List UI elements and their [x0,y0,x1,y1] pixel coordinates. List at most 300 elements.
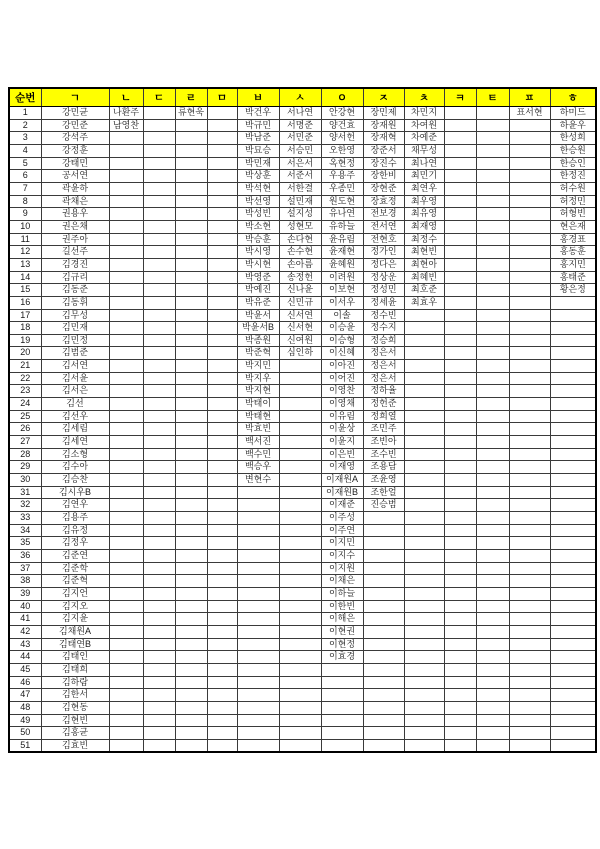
name-cell [109,296,143,309]
table-row [9,360,596,373]
name-cell [143,461,175,474]
name-cell [175,474,207,487]
name-cell [175,676,207,689]
name-cell [143,638,175,651]
name-cell: 백승우 [237,461,279,474]
name-cell: 변현수 [237,474,279,487]
name-cell [279,537,321,550]
name-cell: 김현동 [41,701,109,714]
row-number-cell: 13 [9,258,41,271]
name-cell [476,512,509,525]
name-cell [175,600,207,613]
name-cell [404,385,444,398]
name-cell [476,727,509,740]
name-cell [476,701,509,714]
name-cell [404,549,444,562]
table-row [9,132,596,145]
row-number-cell: 45 [9,663,41,676]
name-cell [444,575,476,588]
column-header: ㅍ [509,88,550,107]
name-cell: 남영찬 [109,119,143,132]
name-cell [444,284,476,297]
name-cell: 이영찬 [321,385,363,398]
name-cell [279,448,321,461]
name-cell [143,587,175,600]
table-row [9,512,596,525]
name-cell: 박묘승 [237,144,279,157]
name-cell: 정수지 [363,322,404,335]
name-cell: 권주아 [41,233,109,246]
name-cell [404,410,444,423]
name-cell [207,727,237,740]
row-number-cell: 39 [9,587,41,600]
table-row [9,613,596,626]
name-cell: 서한결 [279,182,321,195]
name-cell: 정은서 [363,360,404,373]
name-cell [237,701,279,714]
name-cell: 김태인 [41,651,109,664]
name-cell [175,689,207,702]
row-number-cell: 24 [9,398,41,411]
name-cell [550,663,596,676]
name-cell [444,322,476,335]
name-cell [550,549,596,562]
name-cell [109,423,143,436]
name-cell [509,347,550,360]
table-row [9,119,596,132]
table-row [9,474,596,487]
name-cell [444,537,476,550]
name-cell [550,739,596,752]
name-cell [321,739,363,752]
table-row [9,398,596,411]
column-header: ㅌ [476,88,509,107]
name-cell [476,549,509,562]
name-cell [143,322,175,335]
name-cell [321,727,363,740]
name-cell [404,322,444,335]
name-cell [476,575,509,588]
name-cell [109,385,143,398]
name-cell: 심인하 [279,347,321,360]
name-cell [509,448,550,461]
table-row [9,676,596,689]
name-cell [143,410,175,423]
name-cell [143,258,175,271]
name-cell [109,309,143,322]
name-cell: 최혜빈 [404,271,444,284]
name-cell [476,651,509,664]
name-cell [509,309,550,322]
name-cell [550,651,596,664]
name-cell: 차민지 [404,107,444,120]
name-cell [550,334,596,347]
name-cell [476,663,509,676]
name-cell [476,107,509,120]
table-row [9,258,596,271]
name-cell [363,727,404,740]
name-cell: 한정진 [550,170,596,183]
name-cell [207,385,237,398]
name-cell [509,220,550,233]
name-cell: 이려원 [321,271,363,284]
name-cell [237,512,279,525]
column-header: ㅎ [550,88,596,107]
name-cell [476,524,509,537]
name-cell: 김무성 [41,309,109,322]
table-row [9,625,596,638]
name-cell: 신서현 [279,322,321,335]
name-cell [363,714,404,727]
name-cell [207,170,237,183]
name-cell [143,537,175,550]
name-cell [404,499,444,512]
name-cell [550,423,596,436]
row-number-cell: 14 [9,271,41,284]
row-number-cell: 17 [9,309,41,322]
row-number-cell: 22 [9,372,41,385]
name-cell [476,233,509,246]
name-cell [444,448,476,461]
name-cell [476,284,509,297]
name-cell [175,638,207,651]
name-cell [207,334,237,347]
name-cell: 장재혁 [363,132,404,145]
name-cell [363,524,404,537]
name-cell [404,448,444,461]
name-cell: 이서우 [321,296,363,309]
name-cell [509,132,550,145]
name-cell: 김소형 [41,448,109,461]
name-cell [109,651,143,664]
name-cell: 박지민 [237,360,279,373]
name-cell: 우용주 [321,170,363,183]
name-cell: 양건효 [321,119,363,132]
name-cell: 양서헌 [321,132,363,145]
name-cell [279,436,321,449]
name-cell [404,676,444,689]
name-cell [444,347,476,360]
name-cell [143,372,175,385]
name-cell [143,385,175,398]
name-cell [509,170,550,183]
name-cell [237,499,279,512]
name-cell [207,562,237,575]
name-cell [279,575,321,588]
name-cell: 김지윤 [41,613,109,626]
name-cell [476,398,509,411]
name-cell [175,727,207,740]
name-cell: 이아진 [321,360,363,373]
name-cell [476,271,509,284]
name-cell [175,360,207,373]
name-cell [550,701,596,714]
name-cell: 손아름 [279,258,321,271]
name-cell [404,638,444,651]
name-cell: 손수현 [279,246,321,259]
column-header: ㅇ [321,88,363,107]
name-cell: 공서연 [41,170,109,183]
name-cell [109,486,143,499]
name-cell: 장효정 [363,195,404,208]
name-cell [109,562,143,575]
name-cell [237,739,279,752]
name-cell [109,474,143,487]
name-cell [109,613,143,626]
name-cell [279,410,321,423]
name-cell [363,663,404,676]
name-cell [109,714,143,727]
name-cell: 이영채 [321,398,363,411]
row-number-cell: 5 [9,157,41,170]
name-cell: 이윤상 [321,423,363,436]
name-cell: 백수민 [237,448,279,461]
name-cell [444,625,476,638]
name-cell [109,410,143,423]
table-row [9,663,596,676]
name-cell [509,676,550,689]
name-cell [175,575,207,588]
name-cell [175,448,207,461]
name-cell [550,322,596,335]
name-cell: 김지언 [41,587,109,600]
name-cell [143,296,175,309]
name-cell [143,284,175,297]
name-cell [444,436,476,449]
name-cell: 이보현 [321,284,363,297]
name-cell: 김홍균 [41,727,109,740]
name-cell: 이어진 [321,372,363,385]
name-cell: 윤재현 [321,246,363,259]
table-row [9,347,596,360]
name-cell [143,562,175,575]
name-cell [175,271,207,284]
name-cell [109,739,143,752]
name-cell [279,486,321,499]
name-cell: 류현욱 [175,107,207,120]
name-cell [279,549,321,562]
name-cell [175,398,207,411]
row-number-cell: 38 [9,575,41,588]
column-header: ㄴ [109,88,143,107]
name-cell [476,170,509,183]
name-cell [175,144,207,157]
name-cell [279,474,321,487]
name-cell [550,410,596,423]
name-cell [321,714,363,727]
name-cell [237,524,279,537]
name-cell [109,372,143,385]
name-cell [476,132,509,145]
name-cell: 이유림 [321,410,363,423]
name-cell [476,638,509,651]
name-cell [444,486,476,499]
name-cell [207,233,237,246]
name-cell: 정다은 [363,258,404,271]
name-cell [404,474,444,487]
name-cell [175,524,207,537]
name-cell [143,170,175,183]
name-cell: 김준혁 [41,575,109,588]
name-cell [550,714,596,727]
name-cell: 허형빈 [550,208,596,221]
name-cell: 한승원 [550,144,596,157]
name-cell: 최유영 [404,208,444,221]
name-cell: 박예진 [237,284,279,297]
name-cell [143,524,175,537]
name-cell [175,436,207,449]
name-cell [279,701,321,714]
name-cell: 서민준 [279,132,321,145]
name-cell [509,461,550,474]
column-header-index: 순번 [9,88,41,107]
name-cell [444,689,476,702]
name-cell [363,575,404,588]
name-cell [207,195,237,208]
name-cell: 강태민 [41,157,109,170]
name-cell: 하윤우 [550,119,596,132]
name-cell [175,549,207,562]
name-cell: 백서진 [237,436,279,449]
name-cell [476,144,509,157]
name-cell [476,613,509,626]
name-cell [237,562,279,575]
name-cell: 이효경 [321,651,363,664]
row-number-cell: 3 [9,132,41,145]
name-cell: 장현준 [363,182,404,195]
name-cell [237,663,279,676]
name-cell [237,689,279,702]
name-cell [175,132,207,145]
name-cell: 최현아 [404,258,444,271]
name-cell [509,271,550,284]
name-cell [175,701,207,714]
name-cell [509,233,550,246]
name-cell [363,600,404,613]
name-cell [476,157,509,170]
name-cell: 이주성 [321,512,363,525]
name-cell [550,575,596,588]
name-cell: 윤유림 [321,233,363,246]
name-cell [279,524,321,537]
name-cell [444,651,476,664]
table-row [9,334,596,347]
name-cell [207,258,237,271]
name-cell: 이솔 [321,309,363,322]
name-cell: 최민기 [404,170,444,183]
name-cell [175,625,207,638]
name-cell [476,309,509,322]
name-cell: 박석현 [237,182,279,195]
name-cell [143,499,175,512]
name-cell [404,398,444,411]
table-row [9,233,596,246]
name-cell [207,182,237,195]
name-cell [143,436,175,449]
name-cell [550,638,596,651]
name-cell: 김서윤 [41,372,109,385]
name-cell [207,220,237,233]
name-cell [404,727,444,740]
name-cell [237,714,279,727]
name-cell [207,372,237,385]
column-header: ㅋ [444,88,476,107]
name-cell [207,512,237,525]
name-cell [444,182,476,195]
name-cell [207,144,237,157]
name-cell: 조용담 [363,461,404,474]
name-cell [207,537,237,550]
name-cell [444,562,476,575]
name-cell: 차예준 [404,132,444,145]
column-header: ㅁ [207,88,237,107]
table-row [9,284,596,297]
name-cell [550,372,596,385]
name-cell: 김준학 [41,562,109,575]
name-cell [363,689,404,702]
name-cell [363,676,404,689]
name-cell [207,448,237,461]
table-row [9,436,596,449]
name-cell [109,208,143,221]
name-cell [207,284,237,297]
name-cell: 김연우 [41,499,109,512]
table-row [9,701,596,714]
row-number-cell: 40 [9,600,41,613]
name-cell [509,258,550,271]
name-cell [279,689,321,702]
name-cell [207,309,237,322]
name-cell: 김민정 [41,334,109,347]
name-cell [279,385,321,398]
name-cell [207,613,237,626]
name-cell [143,157,175,170]
name-cell [444,107,476,120]
name-cell [476,474,509,487]
table-row [9,144,596,157]
name-cell [175,182,207,195]
name-cell: 나환주 [109,107,143,120]
name-cell: 표서현 [509,107,550,120]
name-cell [143,663,175,676]
name-cell: 정상운 [363,271,404,284]
name-cell [321,701,363,714]
name-cell [143,119,175,132]
name-cell [109,144,143,157]
name-cell [404,423,444,436]
name-cell: 박태현 [237,410,279,423]
name-cell: 강민균 [41,107,109,120]
table-row [9,182,596,195]
name-cell [143,701,175,714]
table-row [9,689,596,702]
name-cell [175,613,207,626]
name-cell [175,334,207,347]
name-cell: 정승희 [363,334,404,347]
name-cell [237,600,279,613]
row-number-cell: 7 [9,182,41,195]
name-cell [175,410,207,423]
name-cell [444,512,476,525]
name-cell [444,613,476,626]
name-cell: 김동준 [41,284,109,297]
name-cell: 최현빈 [404,246,444,259]
name-cell [207,549,237,562]
row-number-cell: 46 [9,676,41,689]
name-cell [404,436,444,449]
name-cell [207,157,237,170]
name-cell: 김현빈 [41,714,109,727]
